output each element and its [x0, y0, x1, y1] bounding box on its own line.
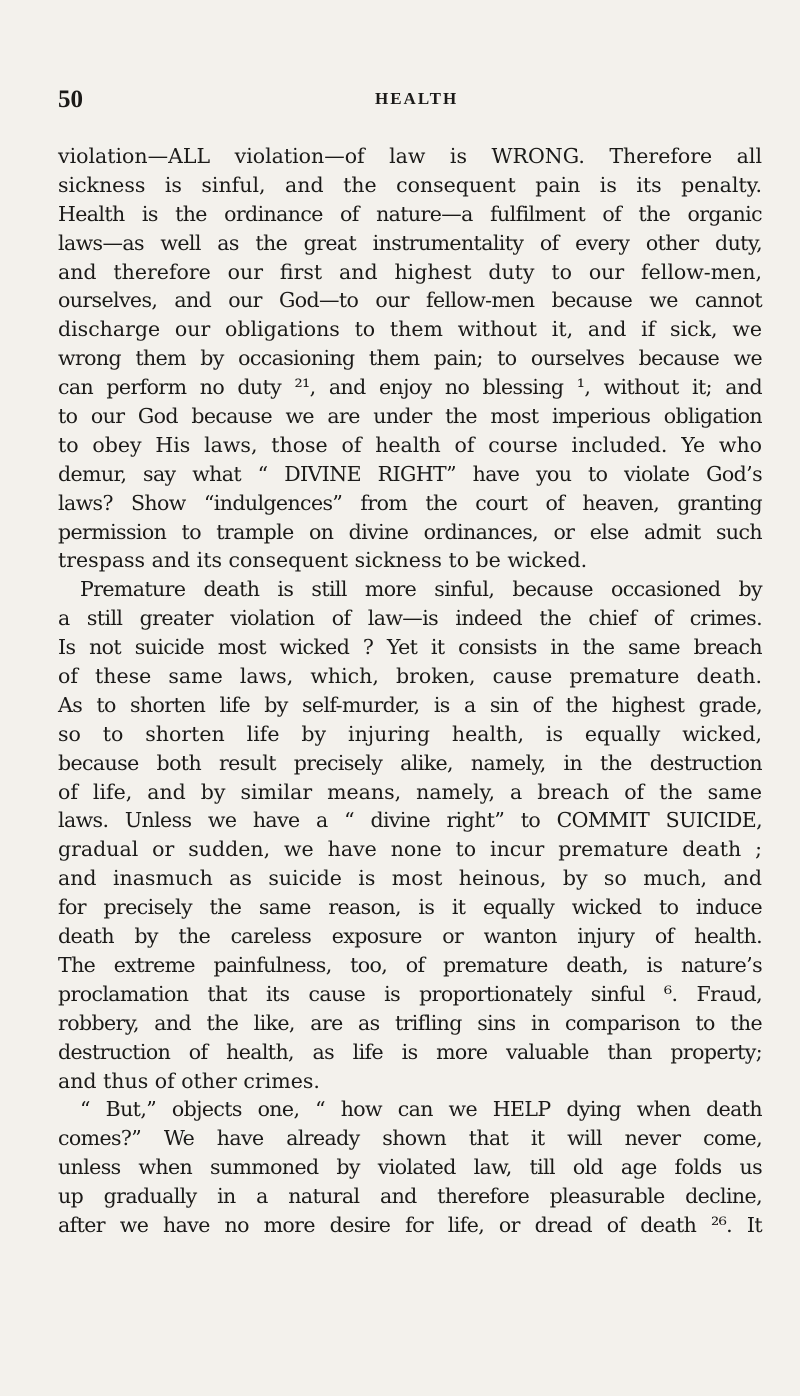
text-line: laws. Unless we have a “ divine right” to COMMIT SUICIDE,: [58, 808, 762, 833]
text-line: destruction of health, as life is more valuable than property;: [58, 1039, 762, 1064]
text-line: death by the careless exposure or wanton injury of health.: [58, 924, 762, 949]
text-line: robbery, and the like, are as trifling sins in comparison to the: [58, 1010, 762, 1035]
text-line: for precisely the same reason, is it equally wicked to induce: [58, 895, 762, 920]
text-line: unless when summoned by violated law, till old age folds us: [58, 1155, 762, 1180]
text-line: demur, say what “ DIVINE RIGHT” have you to violate God’s: [58, 461, 762, 486]
text-line: so to shorten life by injuring health, is equally wicked,: [58, 721, 762, 746]
text-line: wrong them by occasioning them pain; to ourselves because we: [58, 346, 762, 371]
text-line: Premature death is still more sinful, because occasioned by: [80, 577, 762, 602]
text-line: and thus of other crimes.: [58, 1068, 320, 1093]
text-line: and therefore our first and highest duty to our fellow-men,: [58, 259, 762, 284]
text-line: permission to trample on divine ordinances, or else admit such: [58, 519, 762, 544]
text-line: and inasmuch as suicide is most heinous, by so much, and: [58, 866, 762, 891]
text-line: of these same laws, which, broken, cause premature death.: [58, 664, 762, 689]
text-line: because both result precisely alike, namely, in the destruction: [58, 750, 762, 775]
text-line: “ But,” objects one, “ how can we HELP dying when death: [80, 1097, 762, 1122]
text-line: a still greater violation of law—is indeed the chief of crimes.: [58, 606, 762, 631]
text-line: up gradually in a natural and therefore pleasurable decline,: [58, 1184, 762, 1209]
page-number: 50: [58, 86, 83, 113]
text-line: trespass and its consequent sickness to be wicked.: [58, 548, 588, 573]
text-line: after we have no more desire for life, or dread of death ²⁶. It: [58, 1212, 762, 1237]
text-line: Health is the ordinance of nature—a fulfilment of the organic: [58, 201, 762, 226]
body-text: [58, 142, 762, 1240]
text-line: laws—as well as the great instrumentality of every other duty,: [58, 230, 762, 255]
text-line: discharge our obligations to them without it, and if sick, we: [58, 317, 762, 342]
text-line: sickness is sinful, and the consequent pain is its penalty.: [58, 172, 762, 197]
text-line: gradual or sudden, we have none to incur premature death ;: [58, 837, 762, 862]
text-line: can perform no duty ²¹, and enjoy no blessing ¹, without it; and: [58, 375, 762, 400]
text-line: violation—ALL violation—of law is WRONG. Therefore all: [58, 144, 762, 168]
running-head: HEALTH: [375, 89, 459, 108]
text-line: The extreme painfulness, too, of premature death, is nature’s: [58, 952, 762, 977]
page-header: [58, 86, 758, 116]
text-line: to obey His laws, those of health of course included. Ye who: [58, 432, 762, 457]
text-line: comes?” We have already shown that it will never come,: [58, 1126, 762, 1151]
text-line: of life, and by similar means, namely, a breach of the same: [58, 779, 762, 804]
text-line: to our God because we are under the most imperious obligation: [58, 404, 762, 429]
text-line: laws? Show “indulgences” from the court of heaven, granting: [58, 490, 762, 515]
text-line: proclamation that its cause is proportionately sinful ⁶. Fraud,: [58, 981, 762, 1006]
text-line: Is not suicide most wicked ? Yet it consists in the same breach: [58, 635, 762, 660]
text-line: ourselves, and our God—to our fellow-men because we cannot: [58, 288, 762, 313]
text-line: As to shorten life by self-murder, is a sin of the highest grade,: [58, 692, 762, 717]
